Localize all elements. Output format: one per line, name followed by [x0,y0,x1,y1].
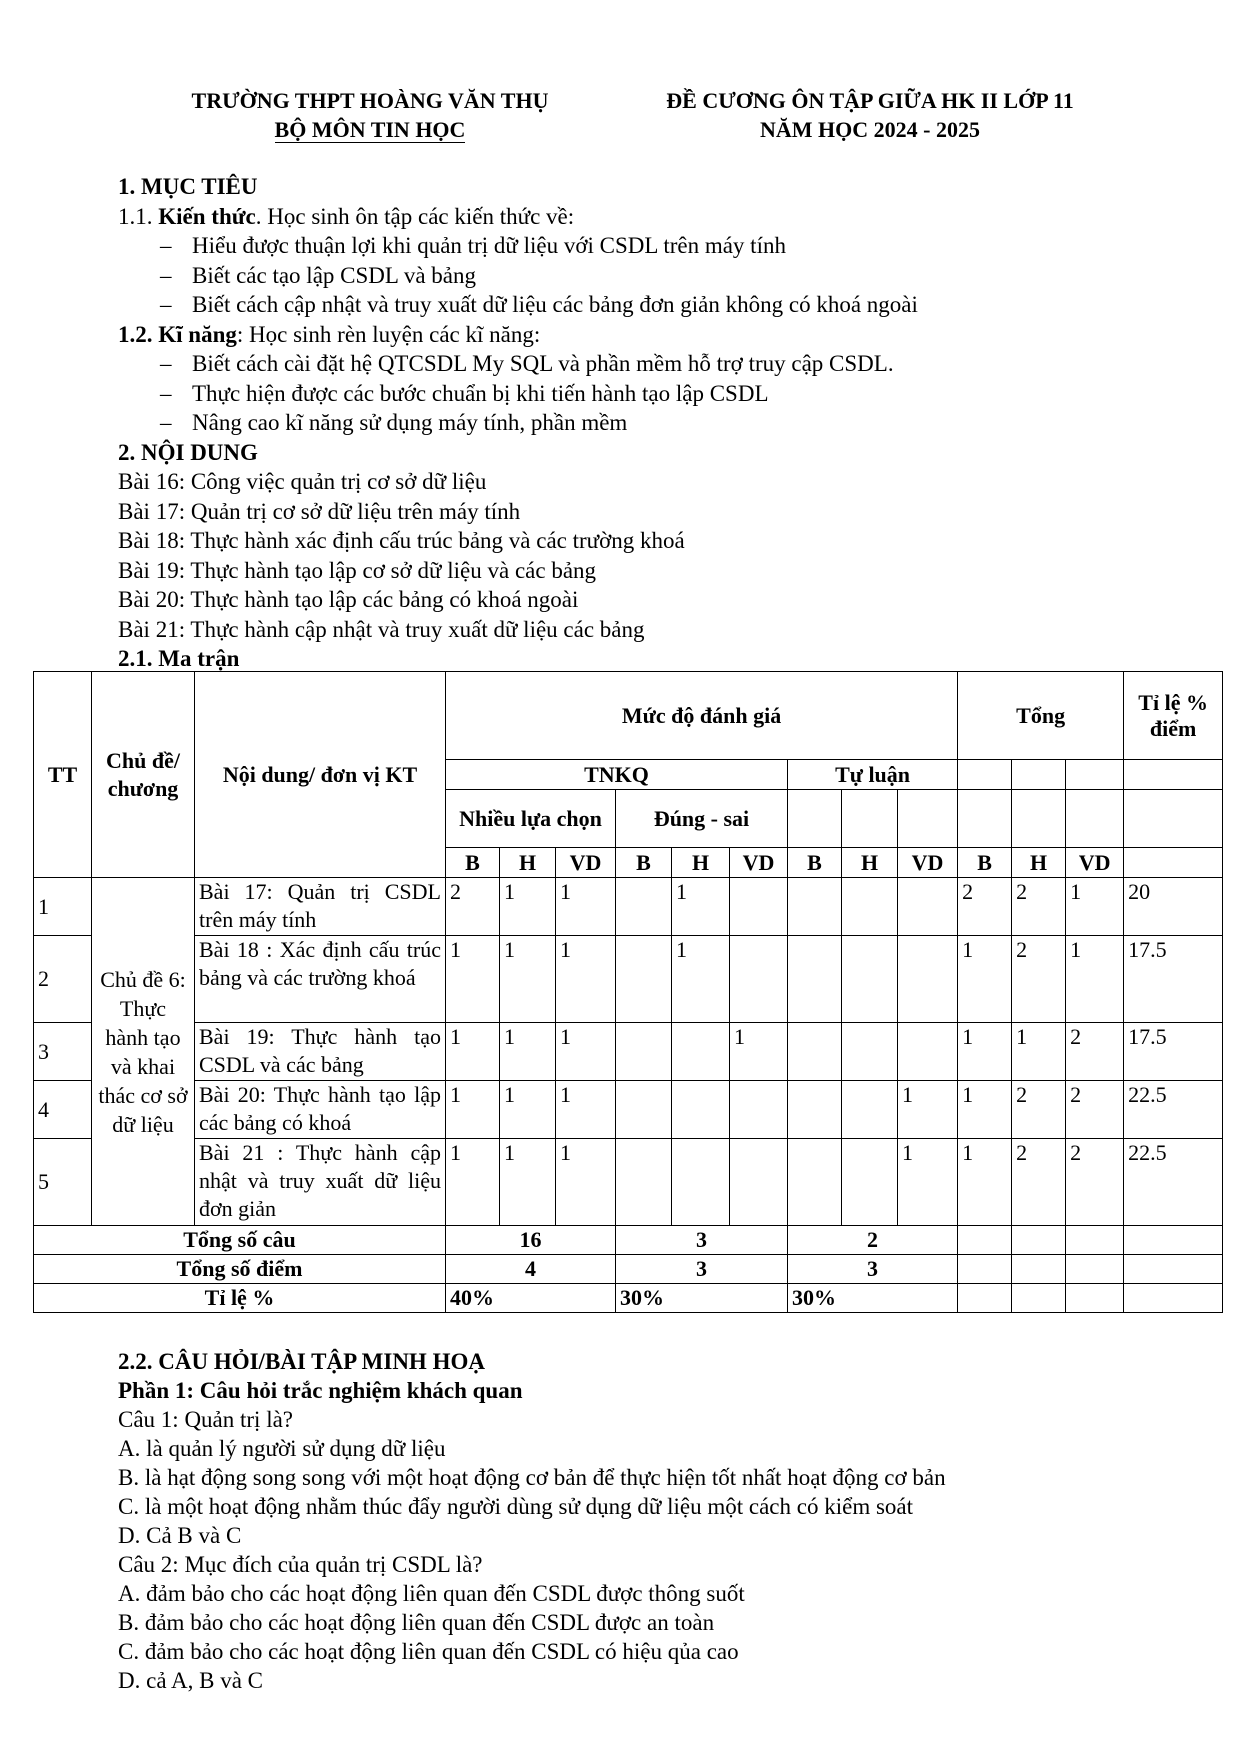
answer-option: D. cả A, B và C [118,1668,264,1693]
cell-es-b [788,1023,842,1081]
level-b: B [958,848,1012,878]
empty-cell [1124,1284,1223,1313]
header-assessment-level: Mức độ đánh giá [446,672,958,760]
header-score-ratio: Tỉ lệ % điểm [1124,672,1223,760]
empty-cell [1124,848,1223,878]
cell-tf-vd [730,1081,788,1139]
cell-tf-b [616,1023,672,1081]
answer-option: B. là hạt động song song với một hoạt động cơ bản để thực hiện tốt nhất hoạt động cơ bản [118,1465,946,1490]
cell-mc-b: 1 [446,936,500,1023]
row-tt: 5 [34,1139,92,1226]
header-left [140,86,600,144]
empty-cell [1124,790,1223,848]
cell-total-vd: 2 [1066,1139,1124,1226]
level-vd: VD [898,848,958,878]
cell-es-vd [898,878,958,936]
cell-mc-b: 1 [446,1139,500,1226]
dash-bullet: – [160,292,172,317]
cell-total-b: 1 [958,936,1012,1023]
cell-total-b: 2 [958,878,1012,936]
cell-mc-vd: 1 [556,936,616,1023]
cell-total-vd: 2 [1066,1081,1124,1139]
total-es: 3 [788,1255,958,1284]
empty-cell [1066,1255,1124,1284]
lesson-item: Bài 21: Thực hành cập nhật và truy xuất dữ liệu các bảng [118,616,645,642]
header-essay: Tự luận [788,760,958,790]
lesson-item: Bài 20: Thực hành tạo lập các bảng có khoá ngoài [118,587,579,612]
objectives-and-content [118,172,1168,674]
skill-item [118,349,1168,379]
total-es: 30% [788,1284,958,1313]
dash-bullet: – [160,410,172,435]
knowledge-item-text: Biết các tạo lập CSDL và bảng [192,262,477,288]
cell-es-b [788,936,842,1023]
cell-mc-b: 1 [446,1081,500,1139]
assessment-matrix-table [33,671,1223,1313]
totals-row [34,1255,1223,1284]
cell-total-vd: 1 [1066,878,1124,936]
cell-total-h: 2 [1012,1081,1066,1139]
empty-cell [1124,1255,1223,1284]
cell-tf-b [616,878,672,936]
empty-cell [1066,760,1124,790]
table-row [34,936,1223,1023]
empty-cell [958,1284,1012,1313]
cell-mc-h: 1 [500,1023,556,1081]
cell-es-vd [898,936,958,1023]
level-b: B [788,848,842,878]
total-questions-label: Tổng số câu [34,1226,446,1255]
cell-mc-h: 1 [500,878,556,936]
cell-tf-vd [730,878,788,936]
empty-cell [1012,760,1066,790]
dash-bullet: – [160,233,172,258]
cell-mc-b: 2 [446,878,500,936]
school-name: TRƯỜNG THPT HOÀNG VĂN THỤ [191,88,549,113]
empty-cell [788,790,842,848]
knowledge-prefix: 1.1. [118,203,159,229]
header-right [620,86,1120,144]
lesson-item: Bài 16: Công việc quản trị cơ sở dữ liệu [118,469,487,494]
department-name: BỘ MÔN TIN HỌC [274,117,466,142]
empty-cell [1012,1284,1066,1313]
level-h: H [842,848,898,878]
cell-tf-b [616,1139,672,1226]
part1-heading: Phần 1: Câu hỏi trắc nghiệm khách quan [118,1378,523,1403]
cell-tf-h [672,1081,730,1139]
cell-es-h [842,1139,898,1226]
sample-questions [118,1347,1168,1695]
empty-cell [1124,760,1223,790]
table-row [34,1023,1223,1081]
cell-total-h: 2 [1012,878,1066,936]
totals-row [34,1226,1223,1255]
level-h: H [1012,848,1066,878]
topic-cell: Chủ đề 6: Thực hành tạo và khai thác cơ sở dữ liệu [92,878,195,1226]
table-row [34,1081,1223,1139]
knowledge-item [118,290,1168,320]
section-heading-objectives: 1. MỤC TIÊU [118,174,258,199]
row-content: Bài 21 : Thực hành cập nhật và truy xuất dữ liệu đơn giản [195,1139,446,1226]
cell-tf-h [672,1139,730,1226]
skills-text: : Học sinh rèn luyện các kĩ năng: [236,321,541,347]
header-total: Tổng [958,672,1124,760]
answer-option: A. là quản lý người sử dụng dữ liệu [118,1436,446,1461]
header-content: Nội dung/ đơn vị KT [195,672,446,878]
cell-total-h: 2 [1012,1139,1066,1226]
total-tf: 3 [616,1226,788,1255]
total-mc: 16 [446,1226,616,1255]
dash-bullet: – [160,262,172,288]
cell-es-vd: 1 [898,1081,958,1139]
row-content: Bài 17: Quản trị CSDL trên máy tính [195,878,446,936]
row-tt: 3 [34,1023,92,1081]
cell-tf-h: 1 [672,936,730,1023]
school-year: NĂM HỌC 2024 - 2025 [760,117,980,142]
empty-cell [842,790,898,848]
header-multiple-choice: Nhiều lựa chọn [446,790,616,848]
answer-option: C. là một hoạt động nhằm thúc đẩy người dùng sử dụng dữ liệu một cách có kiểm soát [118,1494,914,1519]
skill-item [118,408,1168,438]
cell-ratio: 20 [1124,878,1223,936]
answer-option: A. đảm bảo cho các hoạt động liên quan đến CSDL được thông suốt [118,1581,745,1606]
knowledge-item [118,261,1168,291]
empty-cell [1012,1255,1066,1284]
cell-tf-b [616,1081,672,1139]
cell-total-b: 1 [958,1139,1012,1226]
knowledge-line [118,202,1168,232]
row-content: Bài 18 : Xác định cấu trúc bảng và các trường khoá [195,936,446,1023]
empty-cell [1012,790,1066,848]
cell-total-h: 2 [1012,936,1066,1023]
skills-label: 1.2. Kĩ năng [118,321,237,347]
dash-bullet: – [160,380,172,406]
section-heading-content: 2. NỘI DUNG [118,439,258,465]
empty-cell [1124,1226,1223,1255]
level-b: B [446,848,500,878]
cell-ratio: 22.5 [1124,1081,1223,1139]
header-tt: TT [34,672,92,878]
cell-tf-vd: 1 [730,1023,788,1081]
answer-option: B. đảm bảo cho các hoạt động liên quan đến CSDL được an toàn [118,1610,715,1635]
cell-es-vd [898,1023,958,1081]
cell-es-h [842,1023,898,1081]
level-vd: VD [556,848,616,878]
cell-mc-h: 1 [500,1081,556,1139]
cell-es-vd: 1 [898,1139,958,1226]
empty-cell [1066,1226,1124,1255]
cell-mc-vd: 1 [556,878,616,936]
empty-cell [1066,1284,1124,1313]
knowledge-item [118,231,1168,261]
cell-ratio: 17.5 [1124,936,1223,1023]
cell-mc-vd: 1 [556,1139,616,1226]
total-mc: 4 [446,1255,616,1284]
level-b: B [616,848,672,878]
header-topic: Chủ đề/ chương [92,672,195,878]
cell-total-b: 1 [958,1081,1012,1139]
skills-line [118,320,1168,350]
level-vd: VD [1066,848,1124,878]
skill-item [118,379,1168,409]
skill-item-text: Thực hiện được các bước chuẩn bị khi tiến hành tạo lập CSDL [192,380,769,406]
empty-cell [898,790,958,848]
cell-mc-h: 1 [500,936,556,1023]
row-tt: 2 [34,936,92,1023]
cell-total-vd: 2 [1066,1023,1124,1081]
cell-total-b: 1 [958,1023,1012,1081]
cell-mc-b: 1 [446,1023,500,1081]
lesson-item: Bài 17: Quản trị cơ sở dữ liệu trên máy tính [118,498,521,524]
knowledge-label: Kiến thức [158,203,256,229]
answer-option: D. Cả B và C [118,1523,242,1548]
cell-es-h [842,878,898,936]
total-mc: 40% [446,1284,616,1313]
cell-mc-vd: 1 [556,1081,616,1139]
row-tt: 1 [34,878,92,936]
cell-tf-h [672,1023,730,1081]
answer-option: C. đảm bảo cho các hoạt động liên quan đến CSDL có hiệu qủa cao [118,1639,739,1664]
knowledge-item-text: Hiểu được thuận lợi khi quản trị dữ liệu với CSDL trên máy tính [192,233,786,258]
level-h: H [500,848,556,878]
knowledge-item-text: Biết cách cập nhật và truy xuất dữ liệu các bảng đơn giản không có khoá ngoài [192,292,918,317]
cell-es-h [842,936,898,1023]
cell-es-b [788,1081,842,1139]
cell-es-h [842,1081,898,1139]
row-content: Bài 20: Thực hành tạo lập các bảng có khoá [195,1081,446,1139]
empty-cell [958,790,1012,848]
lesson-item: Bài 19: Thực hành tạo lập cơ sở dữ liệu và các bảng [118,557,597,583]
document-title: ĐỀ CƯƠNG ÔN TẬP GIỮA HK II LỚP 11 [666,88,1074,113]
matrix-heading: 2.1. Ma trận [118,646,240,671]
total-score-label: Tổng số điểm [34,1255,446,1284]
skill-item-text: Nâng cao kĩ năng sử dụng máy tính, phần mềm [192,410,628,435]
row-tt: 4 [34,1081,92,1139]
knowledge-text: . Học sinh ôn tập các kiến thức về: [255,203,575,229]
empty-cell [958,760,1012,790]
empty-cell [958,1255,1012,1284]
cell-tf-b [616,936,672,1023]
total-es: 2 [788,1226,958,1255]
lesson-item: Bài 18: Thực hành xác định cấu trúc bảng và các trường khoá [118,528,685,553]
empty-cell [958,1226,1012,1255]
empty-cell [1012,1226,1066,1255]
table-row [34,1139,1223,1226]
header-tnkq: TNKQ [446,760,788,790]
level-h: H [672,848,730,878]
cell-mc-vd: 1 [556,1023,616,1081]
cell-total-h: 1 [1012,1023,1066,1081]
skill-item-text: Biết cách cài đặt hệ QTCSDL My SQL và phần mềm hỗ trợ truy cập CSDL. [192,351,894,376]
cell-total-vd: 1 [1066,936,1124,1023]
table-row [34,878,1223,936]
cell-mc-h: 1 [500,1139,556,1226]
total-ratio-label: Tỉ lệ % [34,1284,446,1313]
totals-row [34,1284,1223,1313]
cell-ratio: 17.5 [1124,1023,1223,1081]
total-tf: 30% [616,1284,788,1313]
empty-cell [1066,790,1124,848]
cell-tf-vd [730,936,788,1023]
row-content: Bài 19: Thực hành tạo CSDL và các bảng [195,1023,446,1081]
cell-tf-vd [730,1139,788,1226]
cell-es-b [788,1139,842,1226]
level-vd: VD [730,848,788,878]
header-true-false: Đúng - sai [616,790,788,848]
question-text: Câu 2: Mục đích của quản trị CSDL là? [118,1552,483,1577]
cell-tf-h: 1 [672,878,730,936]
question-text: Câu 1: Quản trị là? [118,1407,294,1432]
cell-es-b [788,878,842,936]
total-tf: 3 [616,1255,788,1284]
cell-ratio: 22.5 [1124,1139,1223,1226]
section-heading-questions: 2.2. CÂU HỎI/BÀI TẬP MINH HOẠ [118,1349,485,1374]
dash-bullet: – [160,351,172,376]
